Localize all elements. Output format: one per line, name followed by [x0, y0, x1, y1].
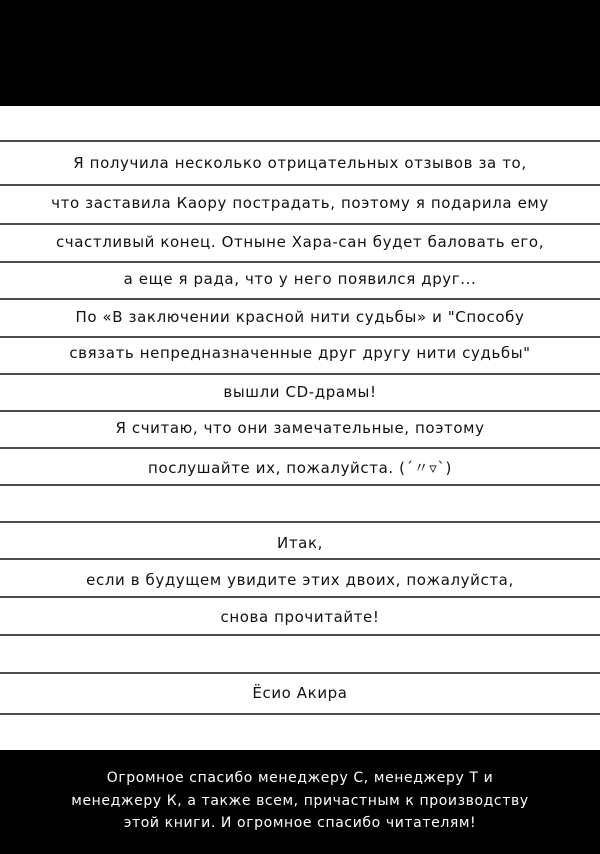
- letter-line: Я получила несколько отрицательных отзывов за то,: [73, 154, 527, 172]
- letter-line: снова прочитайте!: [220, 608, 380, 626]
- author-signature: Ёсио Акира: [252, 684, 348, 702]
- ruled-line: [0, 140, 600, 142]
- ruled-line: [0, 373, 600, 375]
- ruled-line: [0, 521, 600, 523]
- ruled-line: [0, 634, 600, 636]
- ruled-line: [0, 336, 600, 338]
- lined-letter-page: [0, 106, 600, 750]
- ruled-line: [0, 447, 600, 449]
- ruled-line: [0, 558, 600, 560]
- letter-line: если в будущем увидите этих двоих, пожалуйста,: [86, 571, 514, 589]
- thanks-band: [0, 750, 600, 854]
- ruled-line: [0, 410, 600, 412]
- ruled-line: [0, 184, 600, 186]
- ruled-line: [0, 672, 600, 674]
- letter-line: Я считаю, что они замечательные, поэтому: [115, 419, 485, 437]
- thanks-line: менеджеру К, а также всем, причастным к производству: [71, 793, 529, 809]
- top-black-band: [0, 0, 600, 106]
- letter-line: счастливый конец. Отныне Хара-сан будет баловать его,: [55, 233, 545, 251]
- ruled-line: [0, 223, 600, 225]
- letter-line: послушайте их, пожалуйста. (´〃▿`): [148, 459, 452, 477]
- thanks-line: Огромное спасибо менеджеру С, менеджеру Т и: [106, 770, 494, 786]
- ruled-line: [0, 261, 600, 263]
- ruled-line: [0, 484, 600, 486]
- letter-line: а еще я рада, что у него появился друг...: [123, 270, 477, 288]
- letter-line: По «В заключении красной нити судьбы» и "Способу: [75, 308, 525, 326]
- letter-line: что заставила Каору пострадать, поэтому я подарила ему: [51, 194, 549, 212]
- letter-line: связать непредназначенные друг другу нити судьбы": [69, 344, 531, 362]
- thanks-line: этой книги. И огромное спасибо читателям!: [123, 815, 477, 831]
- ruled-line: [0, 298, 600, 300]
- ruled-line: [0, 713, 600, 715]
- letter-line: вышли CD-драмы!: [223, 383, 377, 401]
- letter-line: Итак,: [277, 534, 323, 552]
- ruled-line: [0, 596, 600, 598]
